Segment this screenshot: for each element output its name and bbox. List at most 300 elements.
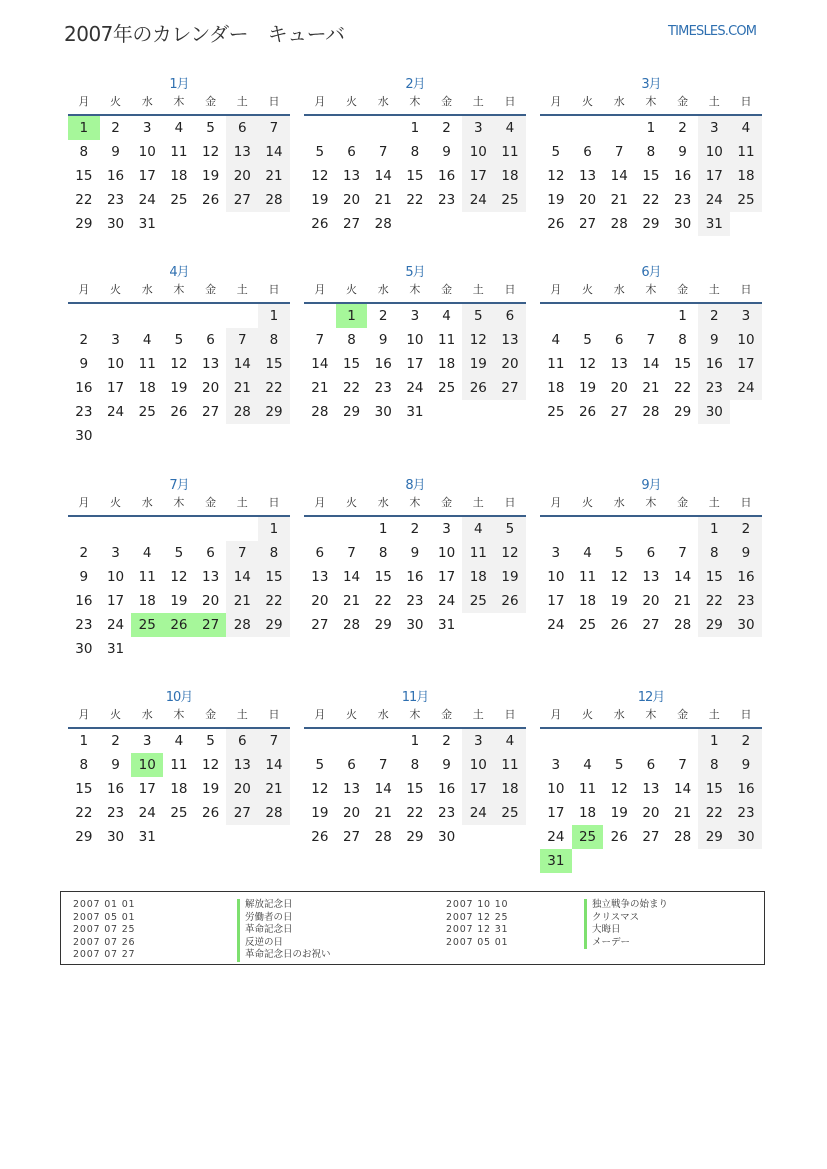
day-cell[interactable]: 3	[551, 545, 561, 561]
day-cell[interactable]: 4	[174, 120, 184, 136]
day-cell[interactable]: 22	[258, 589, 290, 613]
day-cell[interactable]: 20	[226, 164, 258, 188]
holiday-day-cell[interactable]: 27	[195, 613, 227, 637]
day-cell[interactable]: 8	[678, 332, 687, 348]
day-cell[interactable]: 25	[170, 805, 188, 821]
day-cell[interactable]: 6	[347, 757, 356, 773]
day-cell[interactable]: 10	[106, 356, 125, 372]
day-cell[interactable]: 20	[202, 380, 220, 396]
day-cell[interactable]: 21	[342, 593, 361, 609]
day-cell[interactable]: 12	[547, 168, 565, 184]
day-cell[interactable]: 11	[494, 140, 526, 164]
day-cell[interactable]: 10	[462, 753, 494, 777]
day-cell[interactable]: 14	[342, 569, 361, 585]
day-cell[interactable]: 17	[547, 593, 565, 609]
day-cell[interactable]: 1	[378, 521, 388, 537]
day-cell[interactable]: 3	[111, 545, 120, 561]
day-cell[interactable]: 8	[646, 144, 656, 160]
day-cell[interactable]: 9	[79, 569, 89, 585]
day-cell[interactable]: 12	[610, 781, 628, 797]
day-cell[interactable]: 5	[315, 757, 325, 773]
day-cell[interactable]: 20	[642, 805, 660, 821]
day-cell[interactable]: 28	[258, 801, 290, 825]
day-cell[interactable]: 27	[642, 617, 660, 633]
day-cell[interactable]: 6	[206, 545, 215, 561]
day-cell[interactable]: 21	[674, 593, 692, 609]
day-cell[interactable]: 18	[170, 168, 188, 184]
day-cell[interactable]: 13	[202, 356, 220, 372]
day-cell[interactable]: 22	[406, 192, 424, 208]
day-cell[interactable]: 7	[258, 729, 290, 753]
day-cell[interactable]: 14	[374, 168, 392, 184]
day-cell[interactable]: 12	[462, 328, 494, 352]
day-cell[interactable]: 13	[311, 569, 329, 585]
day-cell[interactable]: 15	[698, 777, 730, 801]
day-cell[interactable]: 29	[406, 829, 424, 845]
day-cell[interactable]: 16	[75, 593, 93, 609]
day-cell[interactable]: 17	[462, 777, 494, 801]
day-cell[interactable]: 12	[170, 356, 188, 372]
day-cell[interactable]: 5	[206, 733, 215, 749]
day-cell[interactable]: 3	[698, 116, 730, 140]
day-cell[interactable]: 11	[138, 569, 156, 585]
day-cell[interactable]: 20	[610, 380, 628, 396]
day-cell[interactable]: 29	[674, 404, 692, 420]
day-cell[interactable]: 17	[730, 352, 762, 376]
day-cell[interactable]: 21	[674, 805, 692, 821]
day-cell[interactable]: 14	[610, 168, 628, 184]
day-cell[interactable]: 20	[202, 593, 220, 609]
day-cell[interactable]: 29	[258, 400, 290, 424]
day-cell[interactable]: 18	[170, 781, 188, 797]
day-cell[interactable]: 19	[170, 380, 188, 396]
day-cell[interactable]: 8	[378, 545, 388, 561]
day-cell[interactable]: 5	[462, 304, 494, 328]
day-cell[interactable]: 2	[442, 120, 451, 136]
day-cell[interactable]: 22	[698, 801, 730, 825]
day-cell[interactable]: 12	[202, 757, 220, 773]
day-cell[interactable]: 21	[258, 164, 290, 188]
day-cell[interactable]: 23	[730, 801, 762, 825]
day-cell[interactable]: 28	[226, 400, 258, 424]
day-cell[interactable]: 29	[642, 216, 660, 232]
day-cell[interactable]: 23	[106, 192, 125, 208]
day-cell[interactable]: 19	[610, 805, 628, 821]
day-cell[interactable]: 19	[547, 192, 565, 208]
day-cell[interactable]: 11	[494, 753, 526, 777]
day-cell[interactable]: 17	[406, 356, 424, 372]
day-cell[interactable]: 24	[547, 829, 565, 845]
day-cell[interactable]: 7	[378, 757, 388, 773]
day-cell[interactable]: 15	[406, 168, 424, 184]
day-cell[interactable]: 1	[79, 733, 89, 749]
day-cell[interactable]: 22	[698, 589, 730, 613]
day-cell[interactable]: 22	[374, 593, 392, 609]
day-cell[interactable]: 25	[438, 380, 456, 396]
day-cell[interactable]: 8	[347, 332, 356, 348]
day-cell[interactable]: 18	[438, 356, 456, 372]
day-cell[interactable]: 15	[342, 356, 361, 372]
day-cell[interactable]: 6	[226, 116, 258, 140]
day-cell[interactable]: 3	[462, 116, 494, 140]
day-cell[interactable]: 30	[730, 825, 762, 849]
day-cell[interactable]: 11	[547, 356, 565, 372]
day-cell[interactable]: 29	[374, 617, 392, 633]
day-cell[interactable]: 2	[410, 521, 420, 537]
day-cell[interactable]: 29	[698, 613, 730, 637]
day-cell[interactable]: 27	[494, 376, 526, 400]
day-cell[interactable]: 16	[674, 168, 692, 184]
day-cell[interactable]: 29	[75, 829, 93, 845]
day-cell[interactable]: 3	[730, 304, 762, 328]
day-cell[interactable]: 17	[138, 781, 156, 797]
day-cell[interactable]: 10	[406, 332, 424, 348]
day-cell[interactable]: 23	[106, 805, 125, 821]
day-cell[interactable]: 30	[106, 829, 125, 845]
day-cell[interactable]: 30	[75, 428, 93, 444]
day-cell[interactable]: 25	[170, 192, 188, 208]
day-cell[interactable]: 31	[106, 641, 125, 657]
day-cell[interactable]: 26	[610, 829, 628, 845]
day-cell[interactable]: 2	[698, 304, 730, 328]
day-cell[interactable]: 16	[438, 168, 456, 184]
day-cell[interactable]: 23	[698, 376, 730, 400]
day-cell[interactable]: 4	[583, 757, 592, 773]
day-cell[interactable]: 20	[642, 593, 660, 609]
day-cell[interactable]: 1	[258, 304, 290, 328]
day-cell[interactable]: 13	[610, 356, 628, 372]
day-cell[interactable]: 23	[674, 192, 692, 208]
day-cell[interactable]: 12	[311, 168, 329, 184]
day-cell[interactable]: 13	[642, 781, 660, 797]
day-cell[interactable]: 15	[674, 356, 692, 372]
holiday-day-cell[interactable]: 10	[131, 753, 163, 777]
day-cell[interactable]: 31	[698, 212, 730, 236]
day-cell[interactable]: 24	[138, 805, 156, 821]
day-cell[interactable]: 1	[678, 308, 687, 324]
day-cell[interactable]: 11	[438, 332, 456, 348]
day-cell[interactable]: 23	[75, 404, 93, 420]
day-cell[interactable]: 11	[578, 569, 597, 585]
day-cell[interactable]: 24	[698, 188, 730, 212]
day-cell[interactable]: 18	[494, 777, 526, 801]
day-cell[interactable]: 18	[547, 380, 565, 396]
day-cell[interactable]: 9	[79, 356, 89, 372]
day-cell[interactable]: 8	[258, 541, 290, 565]
day-cell[interactable]: 19	[170, 593, 188, 609]
day-cell[interactable]: 21	[311, 380, 329, 396]
day-cell[interactable]: 19	[311, 192, 329, 208]
day-cell[interactable]: 17	[547, 805, 565, 821]
day-cell[interactable]: 14	[642, 356, 660, 372]
day-cell[interactable]: 28	[342, 617, 361, 633]
day-cell[interactable]: 17	[698, 164, 730, 188]
day-cell[interactable]: 14	[226, 352, 258, 376]
day-cell[interactable]: 2	[678, 120, 687, 136]
day-cell[interactable]: 6	[614, 332, 624, 348]
day-cell[interactable]: 24	[406, 380, 424, 396]
day-cell[interactable]: 17	[438, 569, 456, 585]
day-cell[interactable]: 25	[547, 404, 565, 420]
day-cell[interactable]: 17	[106, 380, 125, 396]
day-cell[interactable]: 30	[730, 613, 762, 637]
day-cell[interactable]: 30	[106, 216, 125, 232]
holiday-day-cell[interactable]: 1	[68, 116, 100, 140]
day-cell[interactable]: 10	[106, 569, 125, 585]
day-cell[interactable]: 9	[378, 332, 388, 348]
day-cell[interactable]: 20	[226, 777, 258, 801]
day-cell[interactable]: 30	[698, 400, 730, 424]
day-cell[interactable]: 11	[170, 144, 188, 160]
day-cell[interactable]: 25	[730, 188, 762, 212]
day-cell[interactable]: 16	[730, 565, 762, 589]
day-cell[interactable]: 15	[75, 781, 93, 797]
day-cell[interactable]: 10	[730, 328, 762, 352]
day-cell[interactable]: 4	[730, 116, 762, 140]
day-cell[interactable]: 25	[462, 589, 494, 613]
day-cell[interactable]: 8	[698, 541, 730, 565]
day-cell[interactable]: 4	[142, 545, 152, 561]
day-cell[interactable]: 9	[410, 545, 420, 561]
day-cell[interactable]: 1	[258, 517, 290, 541]
day-cell[interactable]: 13	[642, 569, 660, 585]
day-cell[interactable]: 21	[226, 376, 258, 400]
day-cell[interactable]: 7	[646, 332, 656, 348]
day-cell[interactable]: 24	[106, 617, 125, 633]
day-cell[interactable]: 4	[142, 332, 152, 348]
day-cell[interactable]: 17	[138, 168, 156, 184]
day-cell[interactable]: 18	[578, 593, 597, 609]
day-cell[interactable]: 29	[75, 216, 93, 232]
day-cell[interactable]: 4	[462, 517, 494, 541]
day-cell[interactable]: 9	[698, 328, 730, 352]
day-cell[interactable]: 26	[494, 589, 526, 613]
day-cell[interactable]: 9	[678, 144, 687, 160]
day-cell[interactable]: 31	[138, 216, 156, 232]
day-cell[interactable]: 9	[730, 753, 762, 777]
day-cell[interactable]: 10	[462, 140, 494, 164]
day-cell[interactable]: 15	[374, 569, 392, 585]
day-cell[interactable]: 22	[674, 380, 692, 396]
day-cell[interactable]: 6	[646, 757, 656, 773]
day-cell[interactable]: 18	[462, 565, 494, 589]
day-cell[interactable]: 22	[642, 192, 660, 208]
day-cell[interactable]: 31	[438, 617, 456, 633]
day-cell[interactable]: 3	[551, 757, 561, 773]
day-cell[interactable]: 2	[111, 733, 120, 749]
day-cell[interactable]: 22	[258, 376, 290, 400]
day-cell[interactable]: 19	[202, 168, 220, 184]
day-cell[interactable]: 20	[494, 352, 526, 376]
day-cell[interactable]: 13	[226, 140, 258, 164]
day-cell[interactable]: 16	[730, 777, 762, 801]
day-cell[interactable]: 20	[578, 192, 597, 208]
day-cell[interactable]: 24	[106, 404, 125, 420]
day-cell[interactable]: 21	[374, 192, 392, 208]
day-cell[interactable]: 16	[106, 168, 125, 184]
day-cell[interactable]: 7	[315, 332, 325, 348]
holiday-day-cell[interactable]: 26	[163, 613, 195, 637]
day-cell[interactable]: 6	[494, 304, 526, 328]
day-cell[interactable]: 19	[610, 593, 628, 609]
day-cell[interactable]: 30	[438, 829, 456, 845]
day-cell[interactable]: 21	[374, 805, 392, 821]
day-cell[interactable]: 18	[494, 164, 526, 188]
day-cell[interactable]: 10	[698, 140, 730, 164]
day-cell[interactable]: 23	[438, 805, 456, 821]
day-cell[interactable]: 3	[142, 120, 152, 136]
day-cell[interactable]: 26	[462, 376, 494, 400]
day-cell[interactable]: 22	[75, 805, 93, 821]
day-cell[interactable]: 4	[551, 332, 561, 348]
day-cell[interactable]: 27	[226, 188, 258, 212]
day-cell[interactable]: 2	[111, 120, 120, 136]
day-cell[interactable]: 13	[578, 168, 597, 184]
day-cell[interactable]: 29	[698, 825, 730, 849]
day-cell[interactable]: 19	[311, 805, 329, 821]
day-cell[interactable]: 16	[374, 356, 392, 372]
day-cell[interactable]: 12	[610, 569, 628, 585]
day-cell[interactable]: 27	[342, 216, 361, 232]
day-cell[interactable]: 31	[406, 404, 424, 420]
day-cell[interactable]: 1	[410, 733, 420, 749]
day-cell[interactable]: 13	[202, 569, 220, 585]
day-cell[interactable]: 2	[79, 332, 89, 348]
day-cell[interactable]: 5	[551, 144, 561, 160]
day-cell[interactable]: 23	[374, 380, 392, 396]
day-cell[interactable]: 2	[378, 308, 388, 324]
day-cell[interactable]: 14	[674, 781, 692, 797]
day-cell[interactable]: 27	[311, 617, 329, 633]
day-cell[interactable]: 7	[678, 757, 687, 773]
day-cell[interactable]: 19	[578, 380, 597, 396]
day-cell[interactable]: 9	[442, 757, 451, 773]
day-cell[interactable]: 5	[614, 757, 624, 773]
day-cell[interactable]: 25	[494, 801, 526, 825]
day-cell[interactable]: 16	[106, 781, 125, 797]
day-cell[interactable]: 21	[226, 589, 258, 613]
day-cell[interactable]: 14	[674, 569, 692, 585]
day-cell[interactable]: 4	[583, 545, 592, 561]
day-cell[interactable]: 23	[438, 192, 456, 208]
holiday-day-cell[interactable]: 25	[131, 613, 163, 637]
day-cell[interactable]: 2	[730, 729, 762, 753]
day-cell[interactable]: 30	[406, 617, 424, 633]
day-cell[interactable]: 31	[138, 829, 156, 845]
day-cell[interactable]: 7	[678, 545, 687, 561]
day-cell[interactable]: 5	[206, 120, 215, 136]
day-cell[interactable]: 14	[258, 753, 290, 777]
day-cell[interactable]: 26	[311, 216, 329, 232]
holiday-day-cell[interactable]: 25	[572, 825, 604, 849]
day-cell[interactable]: 5	[583, 332, 592, 348]
day-cell[interactable]: 19	[462, 352, 494, 376]
day-cell[interactable]: 5	[174, 332, 184, 348]
day-cell[interactable]: 18	[138, 593, 156, 609]
day-cell[interactable]: 24	[138, 192, 156, 208]
day-cell[interactable]: 3	[111, 332, 120, 348]
day-cell[interactable]: 8	[410, 144, 420, 160]
day-cell[interactable]: 21	[642, 380, 660, 396]
day-cell[interactable]: 14	[374, 781, 392, 797]
day-cell[interactable]: 13	[342, 781, 361, 797]
day-cell[interactable]: 12	[170, 569, 188, 585]
day-cell[interactable]: 24	[462, 188, 494, 212]
day-cell[interactable]: 9	[442, 144, 451, 160]
day-cell[interactable]: 27	[578, 216, 597, 232]
day-cell[interactable]: 21	[258, 777, 290, 801]
day-cell[interactable]: 7	[226, 328, 258, 352]
day-cell[interactable]: 26	[311, 829, 329, 845]
day-cell[interactable]: 20	[311, 593, 329, 609]
day-cell[interactable]: 7	[614, 144, 624, 160]
holiday-day-cell[interactable]: 31	[540, 849, 572, 873]
day-cell[interactable]: 3	[142, 733, 152, 749]
day-cell[interactable]: 7	[347, 545, 356, 561]
day-cell[interactable]: 10	[138, 144, 156, 160]
day-cell[interactable]: 8	[258, 328, 290, 352]
day-cell[interactable]: 26	[170, 404, 188, 420]
day-cell[interactable]: 28	[226, 613, 258, 637]
day-cell[interactable]: 2	[442, 733, 451, 749]
day-cell[interactable]: 13	[342, 168, 361, 184]
day-cell[interactable]: 14	[258, 140, 290, 164]
day-cell[interactable]: 28	[311, 404, 329, 420]
day-cell[interactable]: 8	[410, 757, 420, 773]
day-cell[interactable]: 20	[342, 805, 361, 821]
day-cell[interactable]: 21	[610, 192, 628, 208]
day-cell[interactable]: 11	[730, 140, 762, 164]
day-cell[interactable]: 6	[206, 332, 215, 348]
day-cell[interactable]: 20	[342, 192, 361, 208]
day-cell[interactable]: 23	[730, 589, 762, 613]
day-cell[interactable]: 13	[226, 753, 258, 777]
day-cell[interactable]: 6	[646, 545, 656, 561]
day-cell[interactable]: 7	[378, 144, 388, 160]
day-cell[interactable]: 7	[258, 116, 290, 140]
day-cell[interactable]: 8	[698, 753, 730, 777]
day-cell[interactable]: 1	[698, 517, 730, 541]
day-cell[interactable]: 11	[578, 781, 597, 797]
day-cell[interactable]: 15	[258, 565, 290, 589]
day-cell[interactable]: 28	[642, 404, 660, 420]
day-cell[interactable]: 12	[494, 541, 526, 565]
day-cell[interactable]: 12	[311, 781, 329, 797]
day-cell[interactable]: 18	[578, 805, 597, 821]
day-cell[interactable]: 27	[642, 829, 660, 845]
day-cell[interactable]: 15	[258, 352, 290, 376]
holiday-day-cell[interactable]: 1	[336, 304, 368, 328]
day-cell[interactable]: 25	[138, 404, 156, 420]
day-cell[interactable]: 2	[79, 545, 89, 561]
day-cell[interactable]: 12	[202, 144, 220, 160]
day-cell[interactable]: 17	[106, 593, 125, 609]
day-cell[interactable]: 18	[138, 380, 156, 396]
day-cell[interactable]: 28	[610, 216, 628, 232]
day-cell[interactable]: 28	[258, 188, 290, 212]
day-cell[interactable]: 11	[138, 356, 156, 372]
day-cell[interactable]: 23	[75, 617, 93, 633]
day-cell[interactable]: 22	[406, 805, 424, 821]
day-cell[interactable]: 19	[494, 565, 526, 589]
day-cell[interactable]: 11	[170, 757, 188, 773]
day-cell[interactable]: 16	[75, 380, 93, 396]
day-cell[interactable]: 5	[174, 545, 184, 561]
day-cell[interactable]: 8	[79, 757, 89, 773]
day-cell[interactable]: 15	[698, 565, 730, 589]
day-cell[interactable]: 26	[202, 805, 220, 821]
day-cell[interactable]: 12	[578, 356, 597, 372]
